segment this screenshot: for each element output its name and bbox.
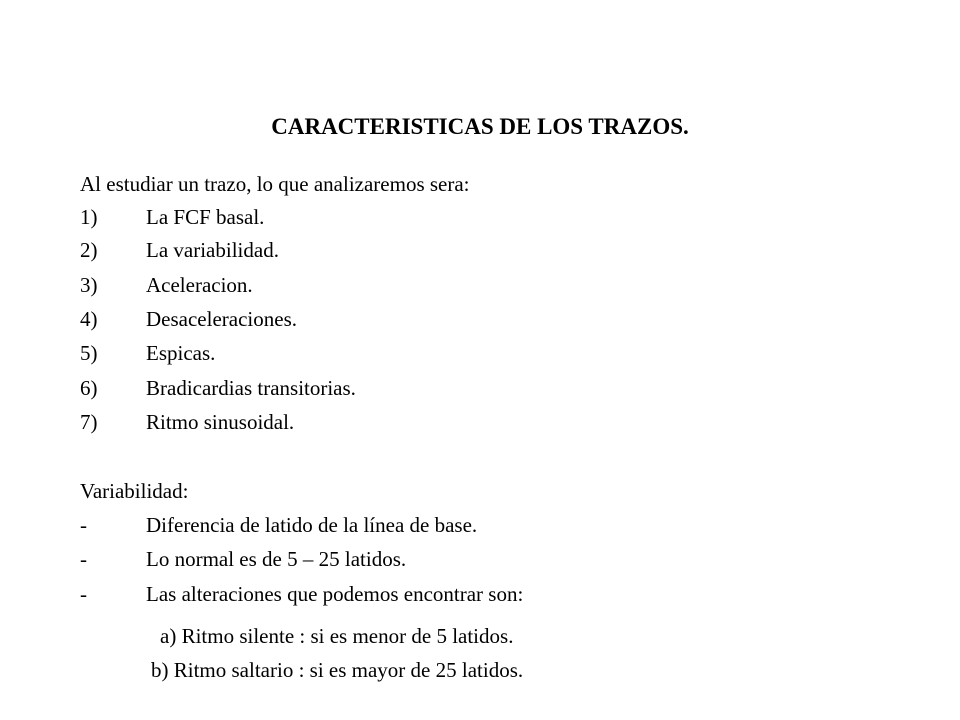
list-marker: 2)	[80, 238, 98, 262]
list-item-text: Diferencia de latido de la línea de base.	[146, 513, 478, 537]
list-item-text: Aceleracion.	[146, 273, 253, 297]
list-item-text: La FCF basal.	[146, 205, 265, 229]
list-item-text: Desaceleraciones.	[146, 307, 297, 331]
list-marker: -	[80, 513, 87, 537]
sub-item: a) Ritmo silente : si es menor de 5 latidos.	[160, 624, 514, 648]
list-marker: -	[80, 547, 87, 571]
list-item-text: Ritmo sinusoidal.	[146, 410, 295, 434]
sub-item: b) Ritmo saltario : si es mayor de 25 latidos.	[151, 658, 524, 682]
list-marker: 3)	[80, 273, 98, 297]
intro-text: Al estudiar un trazo, lo que analizaremos sera:	[80, 172, 470, 196]
section-heading: Variabilidad:	[80, 479, 189, 503]
list-marker: 1)	[80, 205, 98, 229]
list-marker: 4)	[80, 307, 98, 331]
list-item-text: Las alteraciones que podemos encontrar son:	[146, 582, 524, 606]
list-item-text: Bradicardias transitorias.	[146, 376, 356, 400]
list-marker: 7)	[80, 410, 98, 434]
slide-title: CARACTERISTICAS DE LOS TRAZOS.	[271, 114, 689, 139]
list-item-text: Espicas.	[146, 341, 216, 365]
list-marker: -	[80, 582, 87, 606]
list-marker: 5)	[80, 341, 98, 365]
list-item-text: La variabilidad.	[146, 238, 279, 262]
list-item-text: Lo normal es de 5 – 25 latidos.	[146, 547, 407, 571]
list-marker: 6)	[80, 376, 98, 400]
